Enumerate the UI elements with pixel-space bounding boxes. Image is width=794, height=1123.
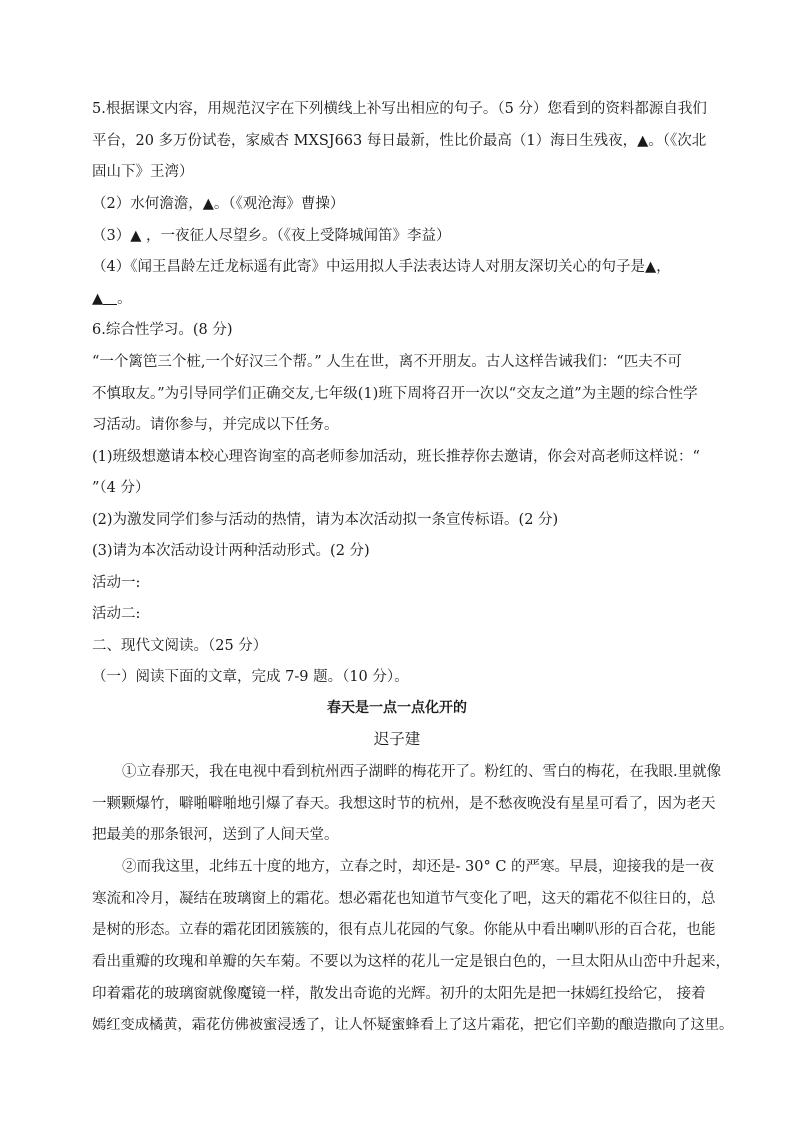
answer-blank-marker: ▲ xyxy=(92,290,104,307)
q5-item-2: （2）水何澹澹，▲。（《观沧海》曹操） xyxy=(92,196,345,212)
paragraph-2-line: 嫣红变成橘黄，霜花仿佛被蜜浸透了，让人怀疑蜜蜂看上了这片霜花，把它们辛勤的酿造撒向了这里。 xyxy=(92,1017,734,1033)
activity-1-label: 活动一: xyxy=(92,575,141,591)
q6-intro-2: 不慎取友。”为引导同学们正确交友,七年级(1)班下周将召开一次以“交友之道”为主题的综合性学 xyxy=(92,386,698,402)
q5-line-1: 5.根据课文内容，用规范汉字在下列横线上补写出相应的句子。（5 分）您看到的资料都源自我们 xyxy=(92,101,707,117)
q6-task-1-end: ”（4 分） xyxy=(92,480,150,496)
article-title: 春天是一点一点化开的 xyxy=(327,700,467,716)
section-2-heading: 二、现代文阅读。（25 分） xyxy=(92,638,268,654)
q5-item-3: （3）▲ ，一夜征人尽望乡。（《夜上受降城闻笛》李益） xyxy=(92,228,451,244)
q6-task-1: (1)班级想邀请本校心理咨询室的高老师参加活动，班长推荐你去邀请，你会对高老师这样说：“ xyxy=(92,449,700,465)
paragraph-1-line: 把最美的那条银河，送到了人间天堂。 xyxy=(92,827,339,843)
answer-blank-line xyxy=(103,290,117,305)
article-author: 迟子建 xyxy=(373,730,421,748)
q6-task-3: (3)请为本次活动设计两种活动形式。(2 分) xyxy=(92,543,370,559)
period: 。 xyxy=(117,291,132,307)
q5-item-4: （4）《闻王昌龄左迁龙标遥有此寄》中运用拟人手法表达诗人对朋友深切关心的句子是▲， xyxy=(92,259,671,275)
paragraph-2-line: 印着霜花的玻璃窗就像魔镜一样，散发出奇诡的光辉。初升的太阳先是把一抹嫣红投给它， 接着 xyxy=(92,986,706,1002)
q6-intro-3: 习活动。请你参与，并完成以下任务。 xyxy=(92,417,339,433)
q5-item-4-continued xyxy=(92,289,132,309)
section-2-sub: （一）阅读下面的文章，完成 7-9 题。（10 分）。 xyxy=(92,669,409,685)
q6-intro-1: “一个篱笆三个桩,一个好汉三个帮。” 人生在世，离不开朋友。古人这样告诫我们：“匹夫不可 xyxy=(92,354,682,370)
paragraph-1-line: 一颗颗爆竹，噼啪噼啪地引爆了春天。我想这时节的杭州，是不愁夜晚没有星星可看了，因为老天 xyxy=(92,796,716,812)
paragraph-1-line: ①立春那天，我在电视中看到杭州西子湖畔的梅花开了。粉红的、雪白的梅花，在我眼.里就像 xyxy=(122,764,722,780)
q6-task-2: (2)为激发同学们参与活动的热情，请为本次活动拟一条宣传标语。(2 分) xyxy=(92,512,559,528)
paragraph-2-line: 看出重瓣的玫瑰和单瓣的矢车菊。不要以为这样的花儿一定是银白色的，一旦太阳从山峦中升起来， xyxy=(92,954,730,970)
paragraph-2-line: ②而我这里，北纬五十度的地方，立春之时，却还是- 30° C 的严寒。早晨，迎接我的是一夜 xyxy=(122,859,715,875)
paragraph-2-line: 是树的形态。立春的霜花团团簇簇的，很有点儿花园的气象。你能从中看出喇叭形的百合花，也能 xyxy=(92,922,716,938)
q6-heading: 6.综合性学习。(8 分) xyxy=(92,322,233,338)
paragraph-2-line: 寒流和冷月，凝结在玻璃窗上的霜花。想必霜花也知道节气变化了吧，这天的霜花不似往日的，总 xyxy=(92,891,716,907)
q5-line-3: 固山下》王湾） xyxy=(92,164,194,180)
activity-2-label: 活动二: xyxy=(92,606,141,622)
q5-line-2: 平台，20 多万份试卷，家威杏 MXSJ663 每日最新，性比价最高（1）海日生残夜，▲。（《次北 xyxy=(92,133,707,149)
